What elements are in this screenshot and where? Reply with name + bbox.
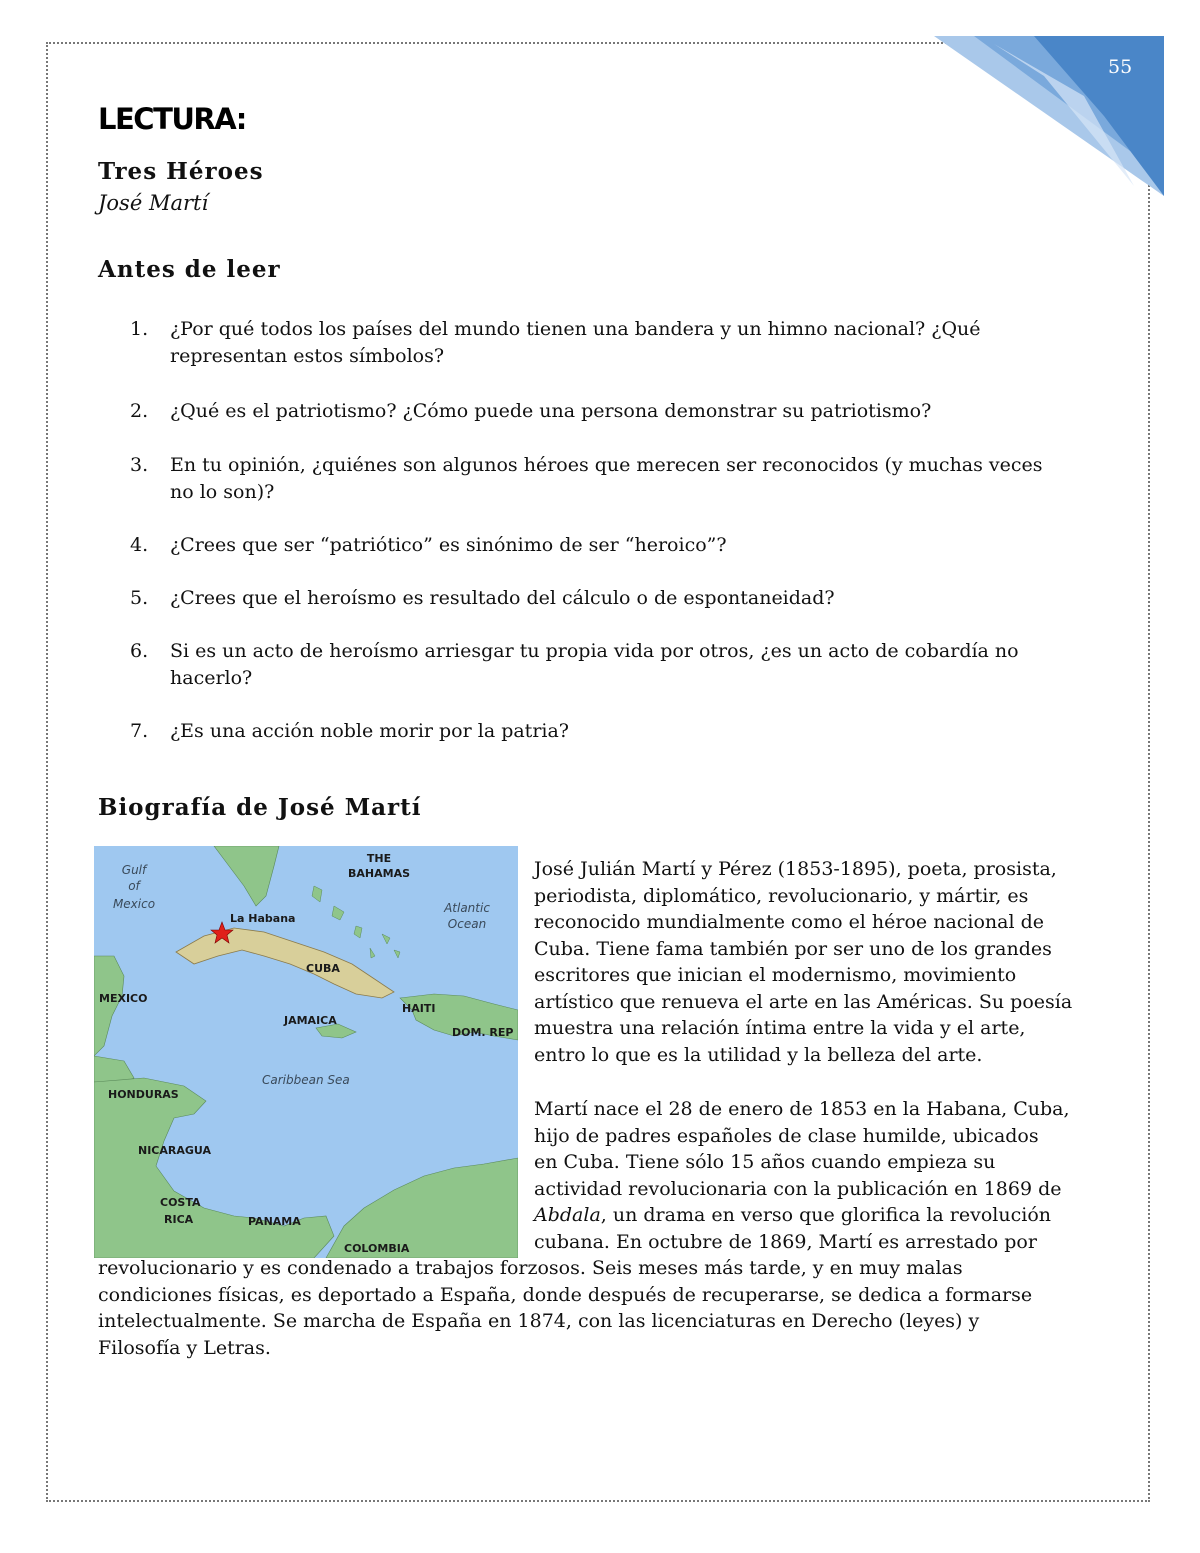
- map-label-gulf: of: [128, 879, 140, 893]
- map-label-bahamas: BAHAMAS: [348, 867, 410, 880]
- question-number: 7.: [130, 720, 149, 742]
- question-text: ¿Por qué todos los países del mundo tienen una bandera y un himno nacional? ¿Qué: [170, 318, 981, 340]
- biography-paragraph-1: José Julián Martí y Pérez (1853-1895), poeta, prosista, periodista, diplomático, revolucionario, y mártir, es reconocido mundialmente como el héroe nacional de Cuba. Tiene fama también por ser uno de los grandes escritores que inician el modernismo, movimiento artístico que renueva el arte en las Américas. Su poesía muestra una relación íntima entre la vida y el arte, entro lo que es la utilidad y la belleza del arte.: [534, 858, 1073, 1066]
- question-text: En tu opinión, ¿quiénes son algunos héroes que merecen ser reconocidos (y muchas veces: [170, 454, 1043, 476]
- map-label-panama: PANAMA: [248, 1215, 301, 1228]
- question-number: 6.: [130, 640, 149, 662]
- map-label-jamaica: JAMAICA: [284, 1014, 337, 1027]
- question-text: Si es un acto de heroísmo arriesgar tu propia vida por otros, ¿es un acto de cobardía no: [170, 640, 1019, 662]
- question-text: ¿Crees que ser “patriótico” es sinónimo de ser “heroico”?: [170, 534, 727, 556]
- map-label-honduras: HONDURAS: [108, 1088, 179, 1101]
- biography-paragraph-2: Martí nace el 28 de enero de 1853 en la Habana, Cuba, hijo de padres españoles de clase humilde, ubicados en Cuba. Tiene sólo 15 años cuando empieza su actividad revolucionaria con la publicación en 1869 de Abdala, un drama en verso que glorifica la revolución cubana. En octubre de 1869, Martí es arrestado por: [534, 1098, 1070, 1253]
- question-text: ¿Qué es el patriotismo? ¿Cómo puede una persona demonstrar su patriotismo?: [170, 400, 932, 422]
- map-label-nicaragua: NICARAGUA: [138, 1144, 212, 1157]
- biography-heading: Biografía de José Martí: [98, 794, 422, 821]
- map-label-costa-rica: COSTA: [160, 1196, 201, 1209]
- question-text: no lo son)?: [170, 481, 275, 503]
- map-label-cuba: CUBA: [306, 962, 340, 975]
- question-number: 5.: [130, 587, 149, 609]
- section-heading: LECTURA:: [98, 102, 246, 136]
- page-number: 55: [1108, 56, 1133, 78]
- question-number: 3.: [130, 454, 149, 476]
- reading-author: José Martí: [98, 191, 209, 215]
- question-number: 2.: [130, 400, 149, 422]
- question-text: representan estos símbolos?: [170, 345, 445, 367]
- caribbean-map: [94, 846, 518, 1258]
- map-label-colombia: COLOMBIA: [344, 1242, 410, 1255]
- map-label-atlantic: Ocean: [447, 917, 487, 931]
- map-label-haiti: HAITI: [402, 1002, 436, 1015]
- map-label-costa-rica: RICA: [164, 1213, 194, 1226]
- map-label-bahamas: THE: [366, 852, 392, 865]
- map-label-dom-rep: DOM. REP: [452, 1026, 514, 1039]
- map-label-gulf: Gulf: [121, 863, 147, 877]
- before-reading-heading: Antes de leer: [98, 256, 281, 283]
- question-text: hacerlo?: [170, 667, 253, 689]
- biography-paragraph-2-continued: revolucionario y es condenado a trabajos forzosos. Seis meses más tarde, y en muy malas condiciones físicas, es deportado a España, donde después de recuperarse, se dedica a formarse intelectualmente. Se marcha de España en 1874, con las licenciaturas en Derecho (leyes) y Filosofía y Letras.: [98, 1257, 1033, 1359]
- question-text: ¿Crees que el heroísmo es resultado del cálculo o de espontaneidad?: [170, 587, 835, 609]
- map-label-caribbean: Caribbean Sea: [262, 1073, 350, 1087]
- question-text: ¿Es una acción noble morir por la patria?: [170, 720, 569, 742]
- reading-title: Tres Héroes: [98, 158, 264, 185]
- abdala-title: Abdala: [534, 1204, 601, 1226]
- map-label-mexico: MEXICO: [99, 992, 148, 1005]
- question-number: 4.: [130, 534, 149, 556]
- map-label-atlantic: Atlantic: [444, 901, 490, 915]
- question-number: 1.: [130, 318, 149, 340]
- map-label-gulf: Mexico: [112, 897, 156, 911]
- map-label-havana: La Habana: [230, 912, 296, 925]
